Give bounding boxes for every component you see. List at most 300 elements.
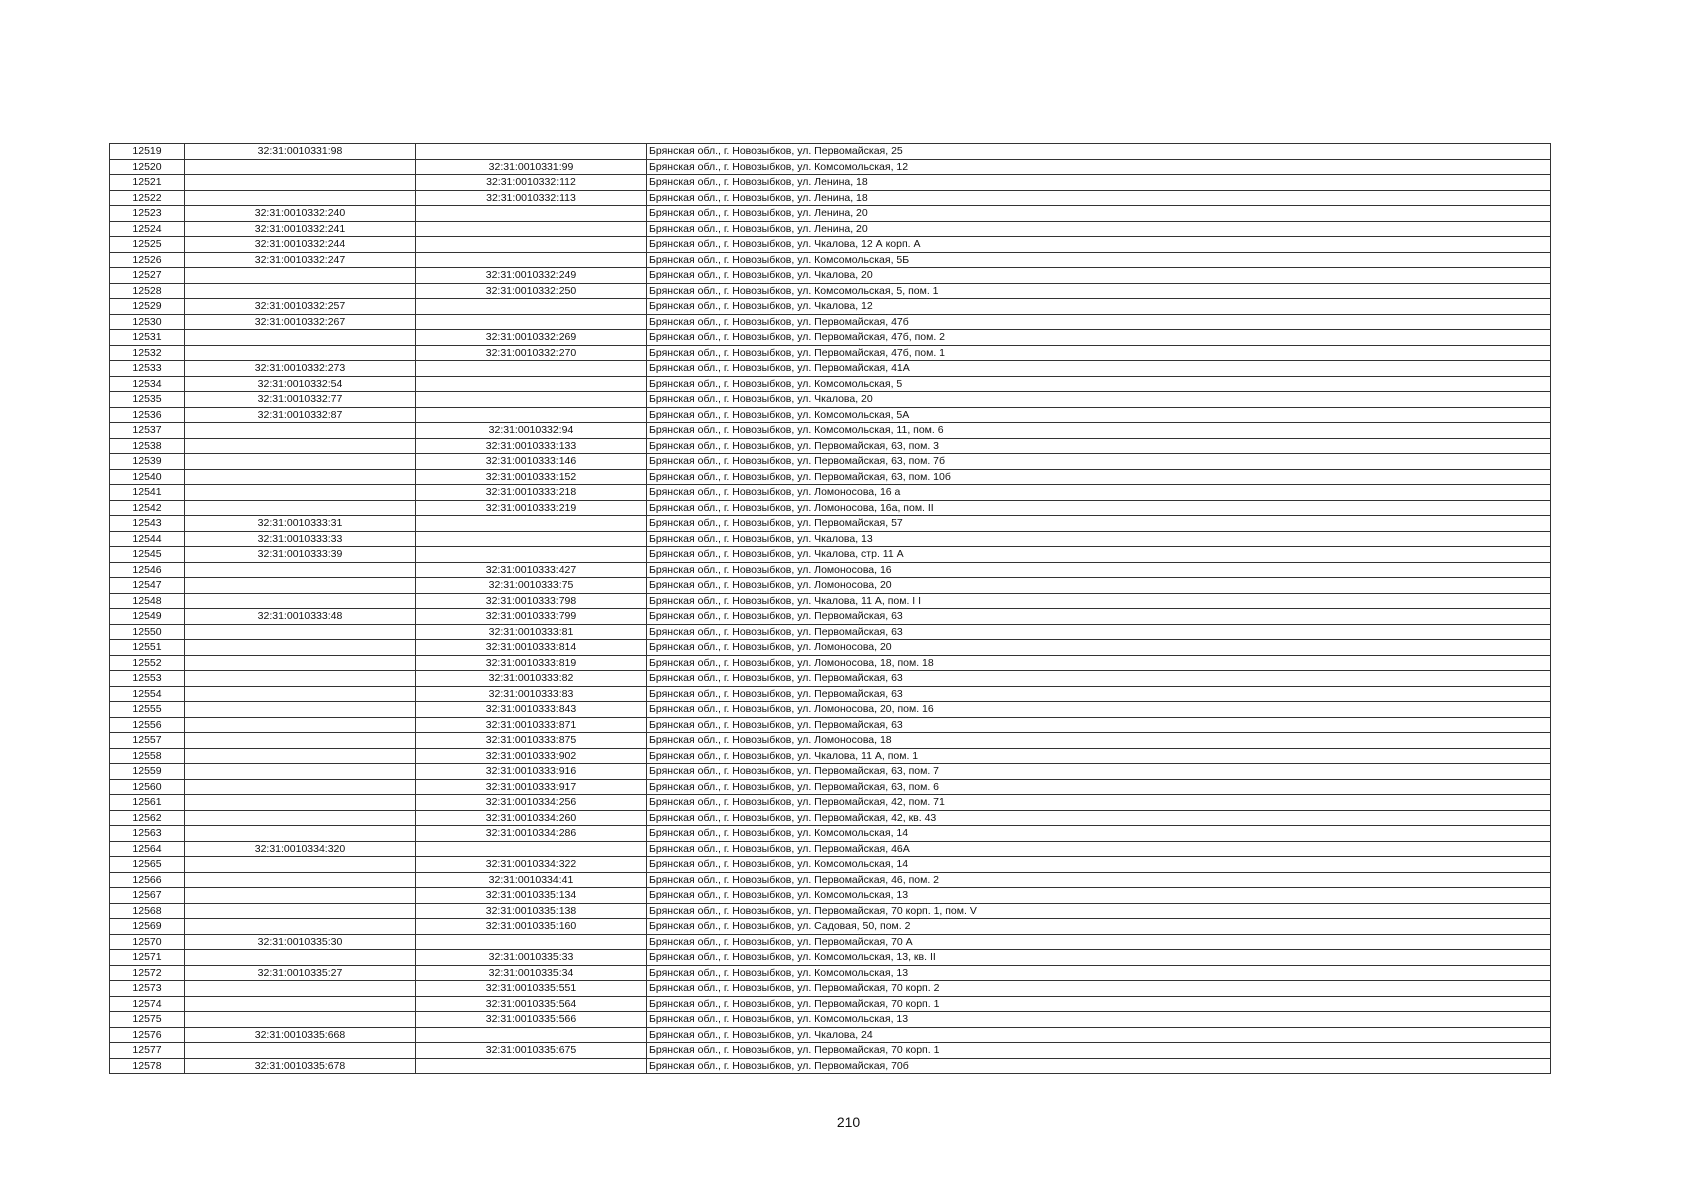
cadastral-number-alt-cell: 32:31:0010333:814 [416, 640, 647, 656]
cadastral-number-cell [185, 190, 416, 206]
table-row [110, 438, 1551, 454]
table-row [110, 159, 1551, 175]
table-row [110, 376, 1551, 392]
cadastral-number-alt-cell [416, 221, 647, 237]
cadastral-number-alt-cell [416, 1058, 647, 1074]
cadastral-number-cell [185, 950, 416, 966]
row-number-cell: 12559 [110, 764, 185, 780]
cadastral-number-cell [185, 175, 416, 191]
table-row [110, 810, 1551, 826]
row-number-cell: 12533 [110, 361, 185, 377]
row-number-cell: 12575 [110, 1012, 185, 1028]
table-row [110, 330, 1551, 346]
cadastral-number-cell: 32:31:0010332:244 [185, 237, 416, 253]
cadastral-number-alt-cell: 32:31:0010334:260 [416, 810, 647, 826]
address-cell: Брянская обл., г. Новозыбков, ул. Ленина, 18 [647, 190, 1551, 206]
cadastral-number-alt-cell [416, 376, 647, 392]
address-cell: Брянская обл., г. Новозыбков, ул. Первомайская, 63, пом. 6 [647, 779, 1551, 795]
row-number-cell: 12570 [110, 934, 185, 950]
cadastral-number-alt-cell: 32:31:0010333:427 [416, 562, 647, 578]
cadastral-number-alt-cell: 32:31:0010335:138 [416, 903, 647, 919]
table-row [110, 531, 1551, 547]
cadastral-number-cell [185, 578, 416, 594]
row-number-cell: 12540 [110, 469, 185, 485]
row-number-cell: 12538 [110, 438, 185, 454]
cadastral-number-alt-cell: 32:31:0010333:133 [416, 438, 647, 454]
cadastral-number-alt-cell: 32:31:0010333:819 [416, 655, 647, 671]
cadastral-number-cell: 32:31:0010332:241 [185, 221, 416, 237]
row-number-cell: 12527 [110, 268, 185, 284]
row-number-cell: 12560 [110, 779, 185, 795]
table-row [110, 919, 1551, 935]
address-cell: Брянская обл., г. Новозыбков, ул. Ломоносова, 20 [647, 578, 1551, 594]
row-number-cell: 12528 [110, 283, 185, 299]
row-number-cell: 12573 [110, 981, 185, 997]
cadastral-number-alt-cell [416, 361, 647, 377]
address-cell: Брянская обл., г. Новозыбков, ул. Первомайская, 42, пом. 71 [647, 795, 1551, 811]
registry-table-body [110, 144, 1551, 1074]
cadastral-number-cell [185, 655, 416, 671]
table-row [110, 950, 1551, 966]
cadastral-number-cell [185, 268, 416, 284]
table-row [110, 252, 1551, 268]
row-number-cell: 12532 [110, 345, 185, 361]
cadastral-number-alt-cell: 32:31:0010333:875 [416, 733, 647, 749]
cadastral-number-alt-cell [416, 206, 647, 222]
cadastral-number-cell [185, 717, 416, 733]
cadastral-number-alt-cell: 32:31:0010335:160 [416, 919, 647, 935]
cadastral-number-cell [185, 981, 416, 997]
table-row [110, 981, 1551, 997]
row-number-cell: 12572 [110, 965, 185, 981]
cadastral-number-cell [185, 888, 416, 904]
address-cell: Брянская обл., г. Новозыбков, ул. Первомайская, 47б, пом. 1 [647, 345, 1551, 361]
address-cell: Брянская обл., г. Новозыбков, ул. Первомайская, 63 [647, 609, 1551, 625]
table-row [110, 965, 1551, 981]
address-cell: Брянская обл., г. Новозыбков, ул. Первомайская, 63, пом. 10б [647, 469, 1551, 485]
cadastral-number-cell [185, 469, 416, 485]
row-number-cell: 12552 [110, 655, 185, 671]
row-number-cell: 12545 [110, 547, 185, 563]
cadastral-number-alt-cell [416, 934, 647, 950]
table-row [110, 748, 1551, 764]
cadastral-number-cell [185, 438, 416, 454]
row-number-cell: 12557 [110, 733, 185, 749]
cadastral-number-cell [185, 810, 416, 826]
cadastral-number-cell [185, 283, 416, 299]
cadastral-number-alt-cell: 32:31:0010333:917 [416, 779, 647, 795]
table-row [110, 516, 1551, 532]
cadastral-number-cell [185, 562, 416, 578]
address-cell: Брянская обл., г. Новозыбков, ул. Первомайская, 47б, пом. 2 [647, 330, 1551, 346]
cadastral-number-cell [185, 1012, 416, 1028]
address-cell: Брянская обл., г. Новозыбков, ул. Первомайская, 70 корп. 1 [647, 1043, 1551, 1059]
address-cell: Брянская обл., г. Новозыбков, ул. Первомайская, 63, пом. 7б [647, 454, 1551, 470]
cadastral-number-cell [185, 593, 416, 609]
address-cell: Брянская обл., г. Новозыбков, ул. Ломоносова, 20 [647, 640, 1551, 656]
cadastral-number-alt-cell: 32:31:0010335:564 [416, 996, 647, 1012]
row-number-cell: 12535 [110, 392, 185, 408]
address-cell: Брянская обл., г. Новозыбков, ул. Комсомольская, 13 [647, 888, 1551, 904]
row-number-cell: 12555 [110, 702, 185, 718]
cadastral-number-cell: 32:31:0010335:678 [185, 1058, 416, 1074]
address-cell: Брянская обл., г. Новозыбков, ул. Ломоносова, 18 [647, 733, 1551, 749]
table-row [110, 1012, 1551, 1028]
address-cell: Брянская обл., г. Новозыбков, ул. Комсомольская, 12 [647, 159, 1551, 175]
row-number-cell: 12546 [110, 562, 185, 578]
address-cell: Брянская обл., г. Новозыбков, ул. Комсомольская, 13, кв. II [647, 950, 1551, 966]
row-number-cell: 12566 [110, 872, 185, 888]
address-cell: Брянская обл., г. Новозыбков, ул. Комсомольская, 11, пом. 6 [647, 423, 1551, 439]
row-number-cell: 12562 [110, 810, 185, 826]
cadastral-number-alt-cell: 32:31:0010335:134 [416, 888, 647, 904]
cadastral-number-cell [185, 919, 416, 935]
row-number-cell: 12519 [110, 144, 185, 160]
table-row [110, 500, 1551, 516]
cadastral-number-cell [185, 640, 416, 656]
cadastral-number-alt-cell: 32:31:0010333:799 [416, 609, 647, 625]
cadastral-number-cell: 32:31:0010333:33 [185, 531, 416, 547]
cadastral-number-alt-cell: 32:31:0010335:34 [416, 965, 647, 981]
table-row [110, 934, 1551, 950]
address-cell: Брянская обл., г. Новозыбков, ул. Первомайская, 70 корп. 2 [647, 981, 1551, 997]
cadastral-number-cell [185, 795, 416, 811]
address-cell: Брянская обл., г. Новозыбков, ул. Первомайская, 70б [647, 1058, 1551, 1074]
cadastral-number-cell: 32:31:0010335:27 [185, 965, 416, 981]
page-number: 210 [836, 1114, 861, 1130]
table-row [110, 841, 1551, 857]
cadastral-number-alt-cell [416, 407, 647, 423]
cadastral-number-alt-cell: 32:31:0010333:146 [416, 454, 647, 470]
cadastral-number-cell [185, 857, 416, 873]
row-number-cell: 12525 [110, 237, 185, 253]
cadastral-number-cell [185, 454, 416, 470]
cadastral-number-cell: 32:31:0010335:30 [185, 934, 416, 950]
table-row [110, 702, 1551, 718]
address-cell: Брянская обл., г. Новозыбков, ул. Первомайская, 57 [647, 516, 1551, 532]
row-number-cell: 12534 [110, 376, 185, 392]
row-number-cell: 12539 [110, 454, 185, 470]
cadastral-number-alt-cell: 32:31:0010332:94 [416, 423, 647, 439]
table-row [110, 779, 1551, 795]
address-cell: Брянская обл., г. Новозыбков, ул. Комсомольская, 14 [647, 857, 1551, 873]
table-row [110, 717, 1551, 733]
table-row [110, 733, 1551, 749]
row-number-cell: 12529 [110, 299, 185, 315]
address-cell: Брянская обл., г. Новозыбков, ул. Первомайская, 46А [647, 841, 1551, 857]
cadastral-number-alt-cell: 32:31:0010335:566 [416, 1012, 647, 1028]
row-number-cell: 12536 [110, 407, 185, 423]
address-cell: Брянская обл., г. Новозыбков, ул. Комсомольская, 5, пом. 1 [647, 283, 1551, 299]
cadastral-number-alt-cell [416, 144, 647, 160]
cadastral-number-alt-cell: 32:31:0010334:256 [416, 795, 647, 811]
row-number-cell: 12563 [110, 826, 185, 842]
cadastral-number-alt-cell [416, 237, 647, 253]
table-row [110, 392, 1551, 408]
address-cell: Брянская обл., г. Новозыбков, ул. Первомайская, 25 [647, 144, 1551, 160]
address-cell: Брянская обл., г. Новозыбков, ул. Первомайская, 63, пом. 3 [647, 438, 1551, 454]
cadastral-number-cell: 32:31:0010332:247 [185, 252, 416, 268]
cadastral-number-alt-cell [416, 547, 647, 563]
address-cell: Брянская обл., г. Новозыбков, ул. Комсомольская, 5 [647, 376, 1551, 392]
table-row [110, 764, 1551, 780]
table-row [110, 671, 1551, 687]
address-cell: Брянская обл., г. Новозыбков, ул. Чкалова, 20 [647, 268, 1551, 284]
table-row [110, 872, 1551, 888]
cadastral-number-cell [185, 330, 416, 346]
table-row [110, 175, 1551, 191]
address-cell: Брянская обл., г. Новозыбков, ул. Первомайская, 41А [647, 361, 1551, 377]
cadastral-number-alt-cell [416, 299, 647, 315]
address-cell: Брянская обл., г. Новозыбков, ул. Первомайская, 63 [647, 686, 1551, 702]
cadastral-number-cell: 32:31:0010333:48 [185, 609, 416, 625]
table-row [110, 562, 1551, 578]
cadastral-number-cell [185, 826, 416, 842]
table-row [110, 903, 1551, 919]
cadastral-number-cell: 32:31:0010332:54 [185, 376, 416, 392]
row-number-cell: 12526 [110, 252, 185, 268]
row-number-cell: 12524 [110, 221, 185, 237]
row-number-cell: 12564 [110, 841, 185, 857]
row-number-cell: 12565 [110, 857, 185, 873]
table-row [110, 268, 1551, 284]
table-row [110, 547, 1551, 563]
cadastral-number-alt-cell: 32:31:0010332:250 [416, 283, 647, 299]
table-row [110, 469, 1551, 485]
cadastral-number-cell [185, 996, 416, 1012]
cadastral-number-alt-cell: 32:31:0010333:152 [416, 469, 647, 485]
registry-table [109, 143, 1551, 1074]
address-cell: Брянская обл., г. Новозыбков, ул. Комсомольская, 13 [647, 965, 1551, 981]
cadastral-number-cell [185, 702, 416, 718]
table-row [110, 640, 1551, 656]
table-row [110, 221, 1551, 237]
cadastral-number-alt-cell [416, 392, 647, 408]
address-cell: Брянская обл., г. Новозыбков, ул. Чкалова, 12 [647, 299, 1551, 315]
cadastral-number-alt-cell: 32:31:0010333:798 [416, 593, 647, 609]
cadastral-number-cell [185, 686, 416, 702]
table-row [110, 206, 1551, 222]
row-number-cell: 12554 [110, 686, 185, 702]
cadastral-number-cell: 32:31:0010333:31 [185, 516, 416, 532]
row-number-cell: 12522 [110, 190, 185, 206]
address-cell: Брянская обл., г. Новозыбков, ул. Первомайская, 63 [647, 717, 1551, 733]
table-row [110, 144, 1551, 160]
address-cell: Брянская обл., г. Новозыбков, ул. Ленина, 20 [647, 221, 1551, 237]
row-number-cell: 12576 [110, 1027, 185, 1043]
table-row [110, 826, 1551, 842]
cadastral-number-alt-cell: 32:31:0010332:269 [416, 330, 647, 346]
cadastral-number-alt-cell [416, 841, 647, 857]
cadastral-number-cell: 32:31:0010331:98 [185, 144, 416, 160]
address-cell: Брянская обл., г. Новозыбков, ул. Первомайская, 63, пом. 7 [647, 764, 1551, 780]
cadastral-number-cell: 32:31:0010333:39 [185, 547, 416, 563]
cadastral-number-cell: 32:31:0010332:87 [185, 407, 416, 423]
address-cell: Брянская обл., г. Новозыбков, ул. Первомайская, 46, пом. 2 [647, 872, 1551, 888]
address-cell: Брянская обл., г. Новозыбков, ул. Первомайская, 47б [647, 314, 1551, 330]
cadastral-number-cell [185, 872, 416, 888]
cadastral-number-alt-cell: 32:31:0010333:902 [416, 748, 647, 764]
cadastral-number-alt-cell: 32:31:0010332:249 [416, 268, 647, 284]
cadastral-number-cell: 32:31:0010332:273 [185, 361, 416, 377]
row-number-cell: 12558 [110, 748, 185, 764]
cadastral-number-cell [185, 423, 416, 439]
row-number-cell: 12574 [110, 996, 185, 1012]
table-row [110, 190, 1551, 206]
cadastral-number-cell [185, 764, 416, 780]
table-row [110, 345, 1551, 361]
table-row [110, 857, 1551, 873]
table-row [110, 1027, 1551, 1043]
table-row [110, 795, 1551, 811]
address-cell: Брянская обл., г. Новозыбков, ул. Чкалова, стр. 11 А [647, 547, 1551, 563]
address-cell: Брянская обл., г. Новозыбков, ул. Первомайская, 70 корп. 1 [647, 996, 1551, 1012]
cadastral-number-alt-cell: 32:31:0010333:871 [416, 717, 647, 733]
address-cell: Брянская обл., г. Новозыбков, ул. Чкалова, 13 [647, 531, 1551, 547]
cadastral-number-alt-cell: 32:31:0010333:83 [416, 686, 647, 702]
table-row [110, 454, 1551, 470]
row-number-cell: 12553 [110, 671, 185, 687]
address-cell: Брянская обл., г. Новозыбков, ул. Чкалова, 20 [647, 392, 1551, 408]
row-number-cell: 12551 [110, 640, 185, 656]
address-cell: Брянская обл., г. Новозыбков, ул. Комсомольская, 14 [647, 826, 1551, 842]
table-row [110, 299, 1551, 315]
table-row [110, 314, 1551, 330]
cadastral-number-alt-cell: 32:31:0010333:916 [416, 764, 647, 780]
row-number-cell: 12569 [110, 919, 185, 935]
row-number-cell: 12537 [110, 423, 185, 439]
cadastral-number-cell [185, 671, 416, 687]
table-row [110, 593, 1551, 609]
table-row [110, 283, 1551, 299]
cadastral-number-alt-cell: 32:31:0010331:99 [416, 159, 647, 175]
address-cell: Брянская обл., г. Новозыбков, ул. Чкалова, 24 [647, 1027, 1551, 1043]
cadastral-number-alt-cell: 32:31:0010335:551 [416, 981, 647, 997]
cadastral-number-alt-cell: 32:31:0010335:675 [416, 1043, 647, 1059]
row-number-cell: 12548 [110, 593, 185, 609]
cadastral-number-cell [185, 500, 416, 516]
row-number-cell: 12530 [110, 314, 185, 330]
row-number-cell: 12571 [110, 950, 185, 966]
address-cell: Брянская обл., г. Новозыбков, ул. Ломоносова, 16 [647, 562, 1551, 578]
table-row [110, 578, 1551, 594]
address-cell: Брянская обл., г. Новозыбков, ул. Ломоносова, 20, пом. 16 [647, 702, 1551, 718]
table-row [110, 407, 1551, 423]
cadastral-number-cell: 32:31:0010332:240 [185, 206, 416, 222]
address-cell: Брянская обл., г. Новозыбков, ул. Первомайская, 63 [647, 624, 1551, 640]
address-cell: Брянская обл., г. Новозыбков, ул. Чкалова, 12 А корп. А [647, 237, 1551, 253]
cadastral-number-alt-cell [416, 1027, 647, 1043]
row-number-cell: 12568 [110, 903, 185, 919]
cadastral-number-alt-cell: 32:31:0010333:81 [416, 624, 647, 640]
table-row [110, 423, 1551, 439]
row-number-cell: 12556 [110, 717, 185, 733]
cadastral-number-cell [185, 345, 416, 361]
table-row [110, 361, 1551, 377]
table-row [110, 888, 1551, 904]
row-number-cell: 12541 [110, 485, 185, 501]
row-number-cell: 12567 [110, 888, 185, 904]
address-cell: Брянская обл., г. Новозыбков, ул. Чкалова, 11 А, пом. 1 [647, 748, 1551, 764]
row-number-cell: 12549 [110, 609, 185, 625]
address-cell: Брянская обл., г. Новозыбков, ул. Ленина, 20 [647, 206, 1551, 222]
cadastral-number-cell [185, 903, 416, 919]
table-row [110, 609, 1551, 625]
address-cell: Брянская обл., г. Новозыбков, ул. Первомайская, 42, кв. 43 [647, 810, 1551, 826]
cadastral-number-cell: 32:31:0010332:77 [185, 392, 416, 408]
table-row [110, 686, 1551, 702]
row-number-cell: 12520 [110, 159, 185, 175]
address-cell: Брянская обл., г. Новозыбков, ул. Комсомольская, 5А [647, 407, 1551, 423]
table-row [110, 1058, 1551, 1074]
table-row [110, 485, 1551, 501]
row-number-cell: 12542 [110, 500, 185, 516]
address-cell: Брянская обл., г. Новозыбков, ул. Первомайская, 63 [647, 671, 1551, 687]
row-number-cell: 12521 [110, 175, 185, 191]
cadastral-number-alt-cell: 32:31:0010332:113 [416, 190, 647, 206]
table-row [110, 1043, 1551, 1059]
address-cell: Брянская обл., г. Новозыбков, ул. Ломоносова, 18, пом. 18 [647, 655, 1551, 671]
table-row [110, 996, 1551, 1012]
row-number-cell: 12544 [110, 531, 185, 547]
address-cell: Брянская обл., г. Новозыбков, ул. Комсомольская, 5Б [647, 252, 1551, 268]
cadastral-number-alt-cell: 32:31:0010333:75 [416, 578, 647, 594]
cadastral-number-cell [185, 624, 416, 640]
cadastral-number-cell: 32:31:0010332:267 [185, 314, 416, 330]
cadastral-number-cell: 32:31:0010334:320 [185, 841, 416, 857]
cadastral-number-alt-cell: 32:31:0010332:270 [416, 345, 647, 361]
address-cell: Брянская обл., г. Новозыбков, ул. Ломоносова, 16 а [647, 485, 1551, 501]
cadastral-number-alt-cell [416, 531, 647, 547]
cadastral-number-alt-cell: 32:31:0010333:843 [416, 702, 647, 718]
cadastral-number-alt-cell: 32:31:0010333:82 [416, 671, 647, 687]
cadastral-number-alt-cell: 32:31:0010333:219 [416, 500, 647, 516]
cadastral-number-alt-cell: 32:31:0010333:218 [416, 485, 647, 501]
cadastral-number-cell [185, 733, 416, 749]
address-cell: Брянская обл., г. Новозыбков, ул. Комсомольская, 13 [647, 1012, 1551, 1028]
address-cell: Брянская обл., г. Новозыбков, ул. Ленина, 18 [647, 175, 1551, 191]
table-row [110, 655, 1551, 671]
cadastral-number-alt-cell: 32:31:0010332:112 [416, 175, 647, 191]
row-number-cell: 12547 [110, 578, 185, 594]
row-number-cell: 12550 [110, 624, 185, 640]
cadastral-number-cell: 32:31:0010335:668 [185, 1027, 416, 1043]
row-number-cell: 12523 [110, 206, 185, 222]
cadastral-number-cell [185, 748, 416, 764]
row-number-cell: 12577 [110, 1043, 185, 1059]
cadastral-number-alt-cell [416, 314, 647, 330]
row-number-cell: 12531 [110, 330, 185, 346]
address-cell: Брянская обл., г. Новозыбков, ул. Садовая, 50, пом. 2 [647, 919, 1551, 935]
cadastral-number-cell: 32:31:0010332:257 [185, 299, 416, 315]
address-cell: Брянская обл., г. Новозыбков, ул. Первомайская, 70 А [647, 934, 1551, 950]
row-number-cell: 12543 [110, 516, 185, 532]
row-number-cell: 12578 [110, 1058, 185, 1074]
cadastral-number-alt-cell: 32:31:0010334:41 [416, 872, 647, 888]
cadastral-number-cell [185, 159, 416, 175]
address-cell: Брянская обл., г. Новозыбков, ул. Первомайская, 70 корп. 1, пом. V [647, 903, 1551, 919]
cadastral-number-alt-cell [416, 516, 647, 532]
table-row [110, 624, 1551, 640]
address-cell: Брянская обл., г. Новозыбков, ул. Ломоносова, 16а, пом. II [647, 500, 1551, 516]
table-row [110, 237, 1551, 253]
address-cell: Брянская обл., г. Новозыбков, ул. Чкалова, 11 А, пом. I I [647, 593, 1551, 609]
cadastral-number-cell [185, 485, 416, 501]
cadastral-number-alt-cell: 32:31:0010334:322 [416, 857, 647, 873]
cadastral-number-alt-cell [416, 252, 647, 268]
row-number-cell: 12561 [110, 795, 185, 811]
cadastral-number-cell [185, 1043, 416, 1059]
